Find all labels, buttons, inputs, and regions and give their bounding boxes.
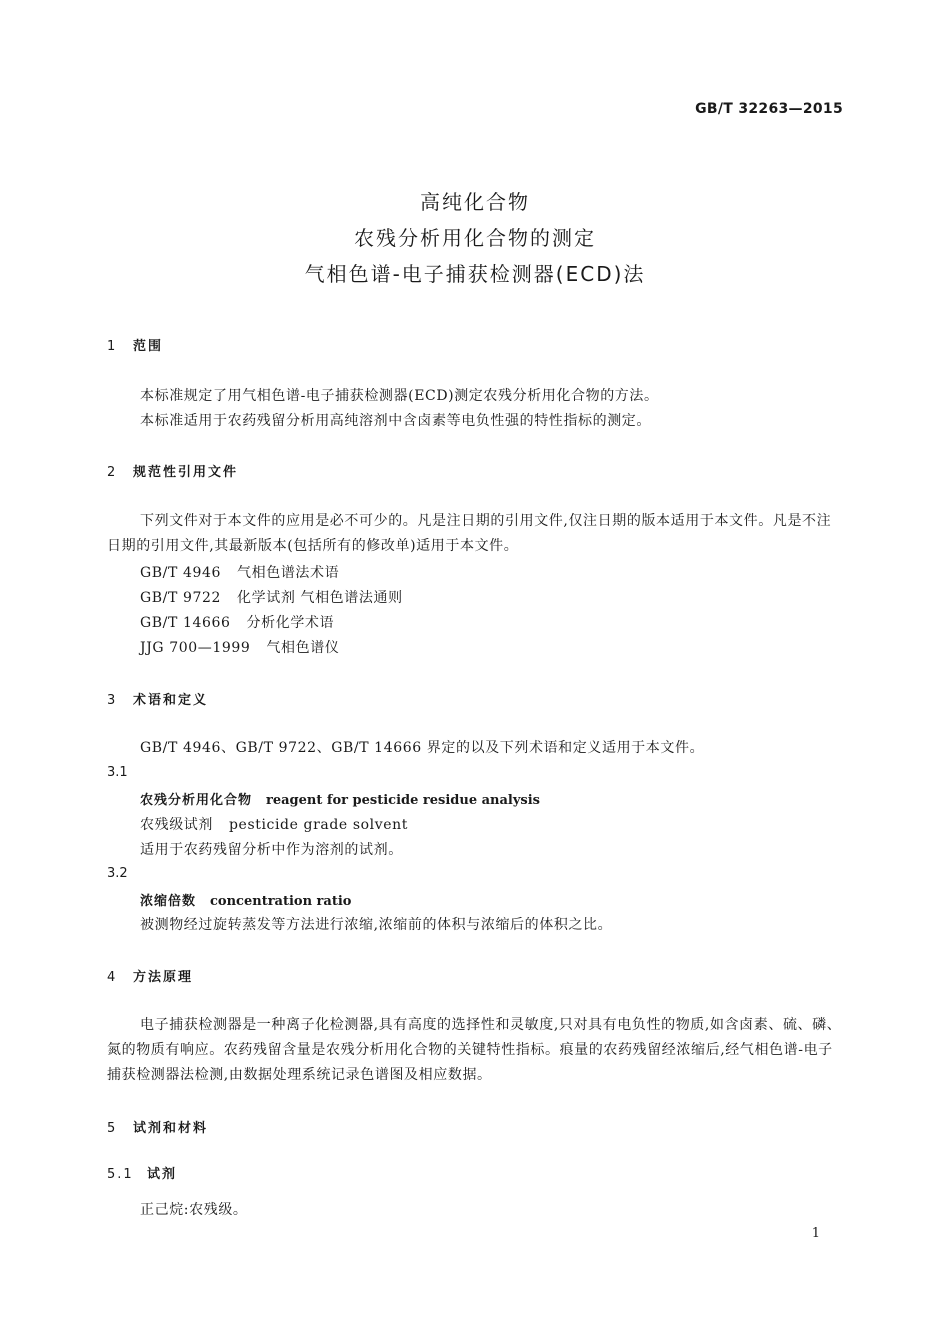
subsection-number: 5.1 bbox=[107, 1167, 134, 1182]
section-title: 术语和定义 bbox=[133, 693, 209, 708]
section-1-paragraph-2: 本标准适用于农药残留分析用高纯溶剂中含卤素等电负性强的特性指标的测定。 bbox=[140, 413, 651, 429]
section-title: 规范性引用文件 bbox=[133, 465, 239, 480]
reference-item bbox=[140, 587, 403, 607]
title-line-1: 高纯化合物 bbox=[420, 190, 530, 214]
reference-name: 气相色谱仪 bbox=[266, 640, 340, 656]
standard-code: GB/T 32263—2015 bbox=[695, 101, 843, 117]
reference-code: GB/T 9722 bbox=[140, 590, 222, 606]
term-number: 3.2 bbox=[107, 866, 128, 881]
reference-item bbox=[140, 562, 339, 582]
section-4-heading bbox=[107, 966, 193, 985]
reference-code: JJG 700—1999 bbox=[140, 640, 251, 656]
section-number: 5 bbox=[107, 1121, 118, 1136]
term-heading bbox=[140, 789, 540, 808]
section-3-heading bbox=[107, 689, 208, 708]
section-4-paragraph: 电子捕获检测器是一种离子化检测器,具有高度的选择性和灵敏度,只对具有电负性的物质,如含卤素、硫、磷、氮的物质有响应。农药残留含量是农残分析用化合物的关键特性指标。痕量的农药残留经浓缩后,经气相色谱-电子捕获检测器法检测,由数据处理系统记录色谱图及相应数据。 bbox=[107, 1017, 842, 1083]
reference-code: GB/T 14666 bbox=[140, 615, 231, 631]
section-number: 3 bbox=[107, 693, 118, 708]
term-definition: 被测物经过旋转蒸发等方法进行浓缩,浓缩前的体积与浓缩后的体积之比。 bbox=[140, 917, 613, 933]
section-2-intro: 下列文件对于本文件的应用是必不可少的。凡是注日期的引用文件,仅注日期的版本适用于本文件。凡是不注日期的引用文件,其最新版本(包括所有的修改单)适用于本文件。 bbox=[107, 513, 832, 554]
term-english: concentration ratio bbox=[210, 894, 352, 909]
alt-term-english: pesticide grade solvent bbox=[229, 817, 408, 833]
reference-item bbox=[140, 637, 339, 657]
section-number: 1 bbox=[107, 339, 118, 354]
section-1-paragraph-1: 本标准规定了用气相色谱-电子捕获检测器(ECD)测定农残分析用化合物的方法。 bbox=[140, 388, 659, 404]
term-definition: 适用于农药残留分析中作为溶剂的试剂。 bbox=[140, 842, 403, 858]
reference-code: GB/T 4946 bbox=[140, 565, 222, 581]
subsection-5-1-paragraph: 正己烷:农残级。 bbox=[140, 1202, 248, 1218]
section-number: 2 bbox=[107, 465, 118, 480]
reference-item bbox=[140, 612, 334, 632]
section-2-heading bbox=[107, 461, 238, 480]
term-alternative bbox=[140, 814, 408, 834]
section-title: 试剂和材料 bbox=[133, 1121, 209, 1136]
term-heading bbox=[140, 890, 351, 909]
section-title: 范围 bbox=[133, 339, 164, 354]
page-number: 1 bbox=[811, 1226, 820, 1241]
section-3-intro: GB/T 4946、GB/T 9722、GB/T 14666 界定的以及下列术语和定义适用于本文件。 bbox=[140, 740, 705, 756]
term-number: 3.1 bbox=[107, 765, 128, 780]
section-5-heading bbox=[107, 1117, 208, 1136]
subsection-title: 试剂 bbox=[147, 1167, 178, 1182]
section-1-heading bbox=[107, 335, 163, 354]
section-number: 4 bbox=[107, 970, 118, 985]
term-english: reagent for pesticide residue analysis bbox=[266, 793, 540, 808]
title-line-2: 农残分析用化合物的测定 bbox=[354, 226, 596, 250]
reference-name: 气相色谱法术语 bbox=[237, 565, 340, 581]
alt-term-chinese: 农残级试剂 bbox=[140, 817, 213, 833]
subsection-5-1-heading bbox=[107, 1163, 177, 1182]
section-title: 方法原理 bbox=[133, 970, 194, 985]
reference-name: 化学试剂 气相色谱法通则 bbox=[237, 590, 403, 606]
term-chinese: 浓缩倍数 bbox=[140, 894, 197, 909]
reference-name: 分析化学术语 bbox=[246, 615, 335, 631]
term-chinese: 农残分析用化合物 bbox=[140, 793, 253, 808]
title-line-3: 气相色谱-电子捕获检测器(ECD)法 bbox=[304, 262, 646, 286]
